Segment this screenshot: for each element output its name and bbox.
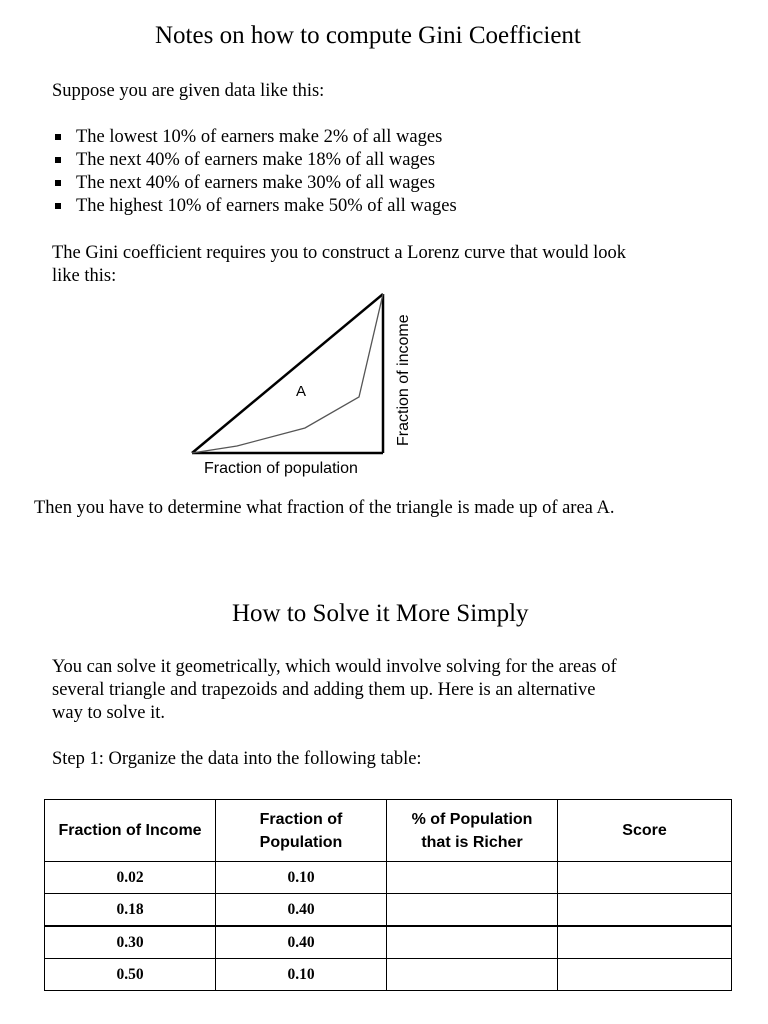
solve-line-2: several triangle and trapezoids and adding them up. Here is an alternative (52, 680, 596, 700)
table-cell: 0.02 (45, 862, 216, 894)
table-row (45, 959, 732, 991)
table-header-row (45, 800, 732, 862)
then-text: Then you have to determine what fraction of the triangle is made up of area A. (34, 498, 615, 518)
table-cell (558, 894, 732, 927)
lorenz-curve-diagram (180, 285, 420, 485)
table-cell (387, 959, 558, 991)
intro-text: Suppose you are given data like this: (52, 81, 325, 101)
table-cell (387, 926, 558, 959)
x-axis-label: Fraction of population (204, 460, 358, 477)
wage-bullet-list (52, 126, 457, 218)
page-title: Notes on how to compute Gini Coefficient (155, 22, 581, 49)
table-cell: 0.18 (45, 894, 216, 927)
table-cell: 0.50 (45, 959, 216, 991)
table-cell: 0.40 (216, 926, 387, 959)
table-cell: 0.10 (216, 862, 387, 894)
table-cell: 0.30 (45, 926, 216, 959)
lorenz-line-1: The Gini coefficient requires you to construct a Lorenz curve that would look (52, 243, 626, 263)
table-row (45, 894, 732, 927)
lorenz-paragraph (52, 242, 752, 288)
solve-line-1: You can solve it geometrically, which would involve solving for the areas of (52, 657, 617, 677)
solve-paragraph (52, 656, 752, 725)
gini-data-table (44, 799, 732, 991)
bullet-item: The highest 10% of earners make 50% of all wages (52, 195, 457, 218)
y-axis-label: Fraction of income (395, 314, 412, 446)
header-fraction-of-population: Fraction of Population (216, 800, 387, 862)
bullet-item: The lowest 10% of earners make 2% of all wages (52, 126, 457, 149)
bullet-item: The next 40% of earners make 30% of all wages (52, 172, 457, 195)
solve-line-3: way to solve it. (52, 703, 166, 723)
table-cell: 0.10 (216, 959, 387, 991)
table-cell (387, 894, 558, 927)
equality-line (192, 294, 383, 453)
header-fraction-of-income: Fraction of Income (45, 800, 216, 862)
table-row (45, 926, 732, 959)
table-cell (558, 926, 732, 959)
section-subtitle: How to Solve it More Simply (232, 600, 529, 627)
header-percent-population-richer: % of Population that is Richer (387, 800, 558, 862)
lorenz-line-2: like this: (52, 266, 117, 286)
table-row (45, 862, 732, 894)
table-cell (387, 862, 558, 894)
area-a-label: A (296, 383, 307, 400)
table-cell: 0.40 (216, 894, 387, 927)
step-1-text: Step 1: Organize the data into the following table: (52, 749, 422, 769)
bullet-item: The next 40% of earners make 18% of all wages (52, 149, 457, 172)
header-score: Score (558, 800, 732, 862)
table-cell (558, 959, 732, 991)
table-cell (558, 862, 732, 894)
